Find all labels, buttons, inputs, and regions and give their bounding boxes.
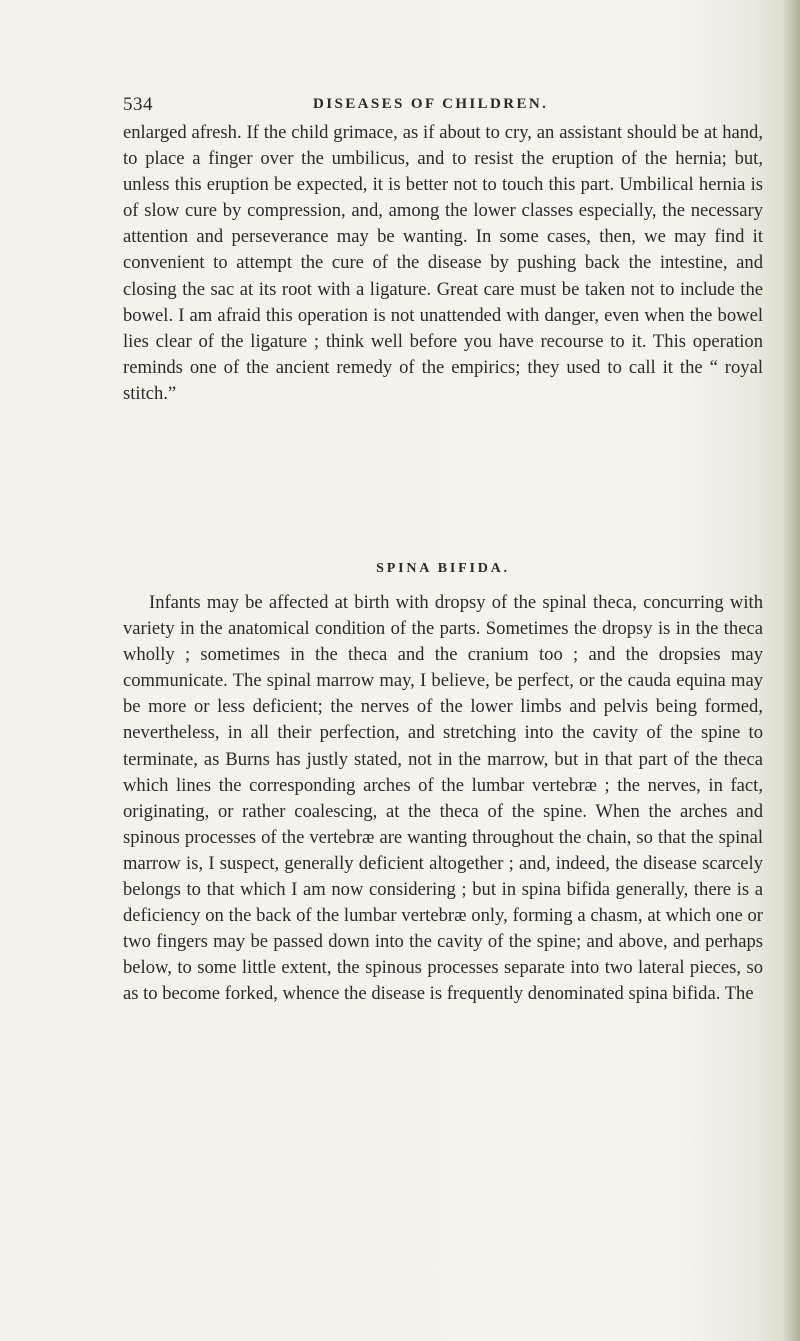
section-heading: SPINA BIFIDA. xyxy=(376,561,510,576)
paragraph-umbilical-hernia: enlarged afresh. If the child grimace, as if about to cry, an assistant should be at hand, to place a finger over the umbilicus, and to resist the eruption of the hernia; but, unless this eruption be expected, it is better not to touch this part. Umbilical hernia is of slow cure by compression, and, among the lower classes especially, the necessary attention and perseverance may be wanting. In some cases, then, we may find it convenient to attempt the cure of the disease by pushing back the intestine, and closing the sac at its root with a ligature. Great care must be taken not to include the bowel. I am afraid this operation is not unattended with danger, even when the bowel lies clear of the ligature ; think well before you have recourse to it. This operation reminds one of the ancient remedy of the empirics; they used to call it the “ royal stitch.” xyxy=(123,122,763,404)
paragraph-spina-bifida: Infants may be affected at birth with dropsy of the spinal theca, concurring with variety in the anatomical condition of the parts. Sometimes the dropsy is in the theca wholly ; sometimes in the theca and the cranium too ; and the dropsies may communicate. The spinal marrow may, I believe, be perfect, or the cauda equina may be more or less deficient; the nerves of the lower limbs and pelvis being formed, nevertheless, in all their perfection, and stretching into the cavity of the spine to terminate, as Burns has justly stated, not in the marrow, but in that part of the theca which lines the corresponding arches of the lumbar vertebræ ; the nerves, in fact, originating, or rather coalescing, at the theca of the spine. When the arches and spinous processes of the vertebræ are wanting throughout the chain, so that the spinal marrow is, I suspect, generally deficient altogether ; and, indeed, the disease scarcely belongs to that which I am now considering ; but in spina bifida generally, there is a deficiency on the back of the lumbar vertebræ only, forming a chasm, at which one or two fingers may be passed down into the cavity of the spine; and above, and perhaps below, to some little extent, the spinous processes separate into two lateral pieces, so as to become forked, whence the disease is frequently denominated spina bifida. The xyxy=(123,592,763,1005)
running-head: DISEASES OF CHILDREN. xyxy=(313,96,549,112)
page-number: 534 xyxy=(123,94,153,115)
page-edge-shadow xyxy=(782,0,800,1341)
